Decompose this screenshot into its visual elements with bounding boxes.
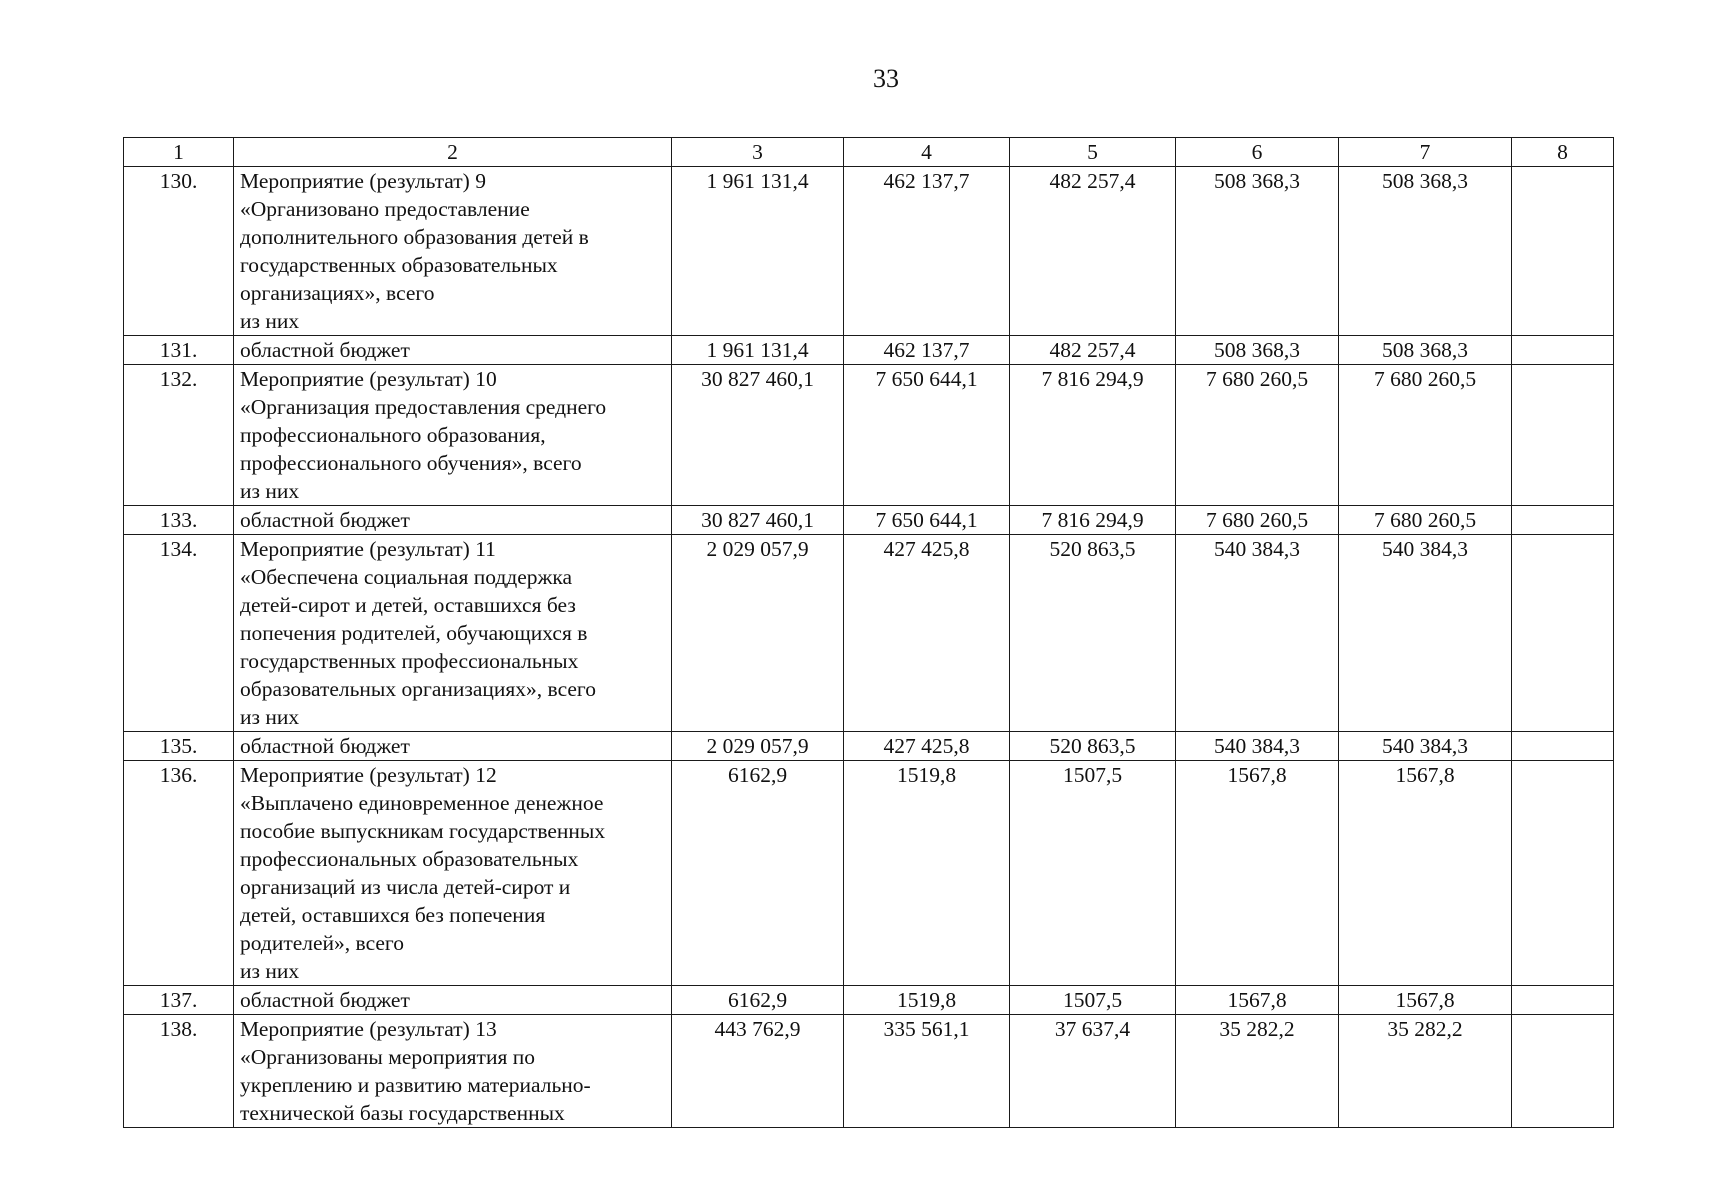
value-cell: 30 827 460,1 bbox=[672, 365, 844, 506]
table-row bbox=[124, 761, 1614, 986]
value-cell: 482 257,4 bbox=[1010, 336, 1176, 365]
value-cell: 1507,5 bbox=[1010, 986, 1176, 1015]
row-name: Мероприятие (результат) 11 «Обеспечена социальная поддержка детей-сирот и детей, оставшихся без попечения родителей, обучающихся в государственных профессиональных образовательных организациях», всего из них bbox=[234, 535, 672, 732]
value-cell: 508 368,3 bbox=[1176, 167, 1339, 336]
column-header: 8 bbox=[1512, 138, 1614, 167]
table-row bbox=[124, 986, 1614, 1015]
value-cell bbox=[1512, 336, 1614, 365]
value-cell: 508 368,3 bbox=[1176, 336, 1339, 365]
value-cell bbox=[1512, 535, 1614, 732]
row-name: областной бюджет bbox=[234, 506, 672, 535]
value-cell bbox=[1512, 761, 1614, 986]
value-cell: 540 384,3 bbox=[1176, 535, 1339, 732]
value-cell bbox=[1512, 986, 1614, 1015]
value-cell: 1519,8 bbox=[844, 761, 1010, 986]
column-header: 7 bbox=[1339, 138, 1512, 167]
value-cell: 1 961 131,4 bbox=[672, 167, 844, 336]
value-cell: 7 650 644,1 bbox=[844, 365, 1010, 506]
value-cell: 462 137,7 bbox=[844, 336, 1010, 365]
row-number: 138. bbox=[124, 1015, 234, 1128]
value-cell: 427 425,8 bbox=[844, 535, 1010, 732]
value-cell: 1567,8 bbox=[1176, 761, 1339, 986]
page-number: 33 bbox=[873, 64, 899, 93]
value-cell: 1567,8 bbox=[1339, 761, 1512, 986]
value-cell bbox=[1512, 365, 1614, 506]
column-header: 4 bbox=[844, 138, 1010, 167]
row-name: Мероприятие (результат) 9 «Организовано предоставление дополнительного образования детей в государственных образовательных организациях», всего из них bbox=[234, 167, 672, 336]
row-name: областной бюджет bbox=[234, 986, 672, 1015]
value-cell: 6162,9 bbox=[672, 761, 844, 986]
table-row bbox=[124, 167, 1614, 336]
row-name: областной бюджет bbox=[234, 732, 672, 761]
value-cell bbox=[1512, 732, 1614, 761]
row-number: 136. bbox=[124, 761, 234, 986]
row-name: областной бюджет bbox=[234, 336, 672, 365]
value-cell: 35 282,2 bbox=[1339, 1015, 1512, 1128]
value-cell: 1 961 131,4 bbox=[672, 336, 844, 365]
value-cell: 6162,9 bbox=[672, 986, 844, 1015]
value-cell: 2 029 057,9 bbox=[672, 732, 844, 761]
value-cell: 37 637,4 bbox=[1010, 1015, 1176, 1128]
table-row bbox=[124, 506, 1614, 535]
value-cell: 540 384,3 bbox=[1176, 732, 1339, 761]
row-number: 137. bbox=[124, 986, 234, 1015]
value-cell: 7 650 644,1 bbox=[844, 506, 1010, 535]
column-header: 2 bbox=[234, 138, 672, 167]
column-header: 3 bbox=[672, 138, 844, 167]
table-row bbox=[124, 1015, 1614, 1128]
column-header: 1 bbox=[124, 138, 234, 167]
row-number: 134. bbox=[124, 535, 234, 732]
row-number: 132. bbox=[124, 365, 234, 506]
row-number: 130. bbox=[124, 167, 234, 336]
value-cell: 7 680 260,5 bbox=[1339, 506, 1512, 535]
value-cell: 540 384,3 bbox=[1339, 732, 1512, 761]
table-row bbox=[124, 336, 1614, 365]
value-cell: 427 425,8 bbox=[844, 732, 1010, 761]
value-cell: 7 816 294,9 bbox=[1010, 506, 1176, 535]
value-cell: 7 680 260,5 bbox=[1176, 365, 1339, 506]
table-header-row bbox=[124, 138, 1614, 167]
value-cell: 520 863,5 bbox=[1010, 535, 1176, 732]
value-cell: 1567,8 bbox=[1339, 986, 1512, 1015]
value-cell: 1507,5 bbox=[1010, 761, 1176, 986]
value-cell: 462 137,7 bbox=[844, 167, 1010, 336]
table-row bbox=[124, 732, 1614, 761]
value-cell: 520 863,5 bbox=[1010, 732, 1176, 761]
column-header: 6 bbox=[1176, 138, 1339, 167]
budget-table bbox=[123, 137, 1614, 1128]
value-cell bbox=[1512, 506, 1614, 535]
row-number: 131. bbox=[124, 336, 234, 365]
row-name: Мероприятие (результат) 13 «Организованы мероприятия по укреплению и развитию материально- технической базы государственных bbox=[234, 1015, 672, 1128]
value-cell bbox=[1512, 1015, 1614, 1128]
value-cell: 335 561,1 bbox=[844, 1015, 1010, 1128]
value-cell: 482 257,4 bbox=[1010, 167, 1176, 336]
value-cell bbox=[1512, 167, 1614, 336]
table-row bbox=[124, 535, 1614, 732]
value-cell: 508 368,3 bbox=[1339, 167, 1512, 336]
row-name: Мероприятие (результат) 10 «Организация предоставления среднего профессионального образования, профессионального обучения», всего из них bbox=[234, 365, 672, 506]
row-number: 133. bbox=[124, 506, 234, 535]
value-cell: 35 282,2 bbox=[1176, 1015, 1339, 1128]
value-cell: 30 827 460,1 bbox=[672, 506, 844, 535]
column-header: 5 bbox=[1010, 138, 1176, 167]
value-cell: 7 680 260,5 bbox=[1176, 506, 1339, 535]
value-cell: 508 368,3 bbox=[1339, 336, 1512, 365]
value-cell: 7 816 294,9 bbox=[1010, 365, 1176, 506]
row-number: 135. bbox=[124, 732, 234, 761]
value-cell: 443 762,9 bbox=[672, 1015, 844, 1128]
value-cell: 2 029 057,9 bbox=[672, 535, 844, 732]
row-name: Мероприятие (результат) 12 «Выплачено единовременное денежное пособие выпускникам государственных профессиональных образовательных организаций из числа детей-сирот и детей, оставшихся без попечения родителей», всего из них bbox=[234, 761, 672, 986]
value-cell: 1567,8 bbox=[1176, 986, 1339, 1015]
value-cell: 1519,8 bbox=[844, 986, 1010, 1015]
value-cell: 540 384,3 bbox=[1339, 535, 1512, 732]
value-cell: 7 680 260,5 bbox=[1339, 365, 1512, 506]
table-row bbox=[124, 365, 1614, 506]
